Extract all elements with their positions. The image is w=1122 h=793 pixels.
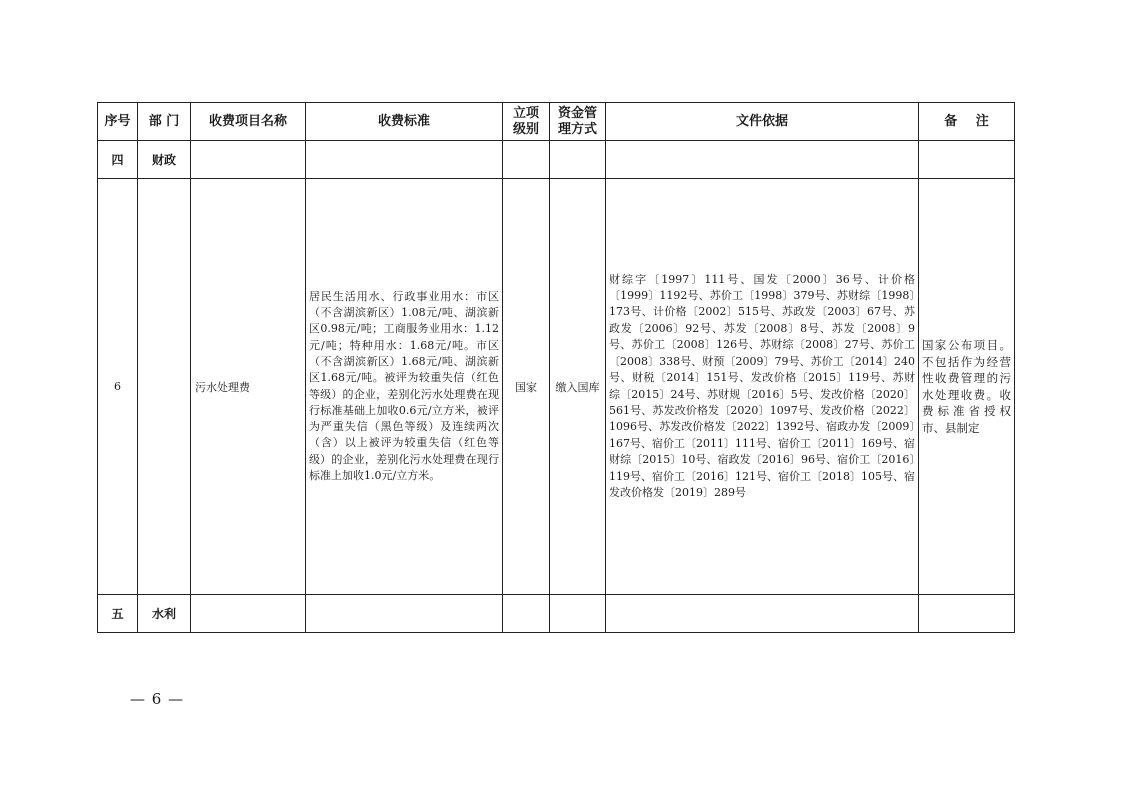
row-level: 国家 (503, 179, 550, 595)
category-seq: 四 (98, 141, 138, 179)
category-row-water (98, 595, 1015, 633)
header-level: 立项级别 (503, 103, 550, 141)
row-document-basis: 财综字〔1997〕111号、国发〔2000〕36号、计价格〔1999〕1192号、苏价工〔1998〕379号、苏财综〔1998〕173号、计价格〔2002〕515号、苏政发〔2003〕67号、苏政发〔2006〕92号、苏发〔2008〕8号、苏发〔2008〕9号、苏价工〔2008〕126号、苏财综〔2008〕27号、苏价工〔2008〕338号、财预〔2009〕79号、苏价工〔2014〕240号、财税〔2014〕151号、发改价格〔2015〕119号、苏财综〔2015〕24号、苏财规〔2016〕5号、发改价格〔2020〕561号、苏发改价格发〔2020〕1097号、发改价格〔2022〕1096号、苏发改价格发〔2022〕1392号、宿政办发〔2009〕167号、宿价工〔2011〕111号、宿价工〔2011〕169号、宿财综〔2015〕10号、宿政发〔2016〕96号、宿价工〔2016〕119号、宿价工〔2016〕121号、宿价工〔2018〕105号、宿发改价格发〔2019〕289号 (606, 179, 919, 595)
row-item-name: 污水处理费 (191, 179, 306, 595)
row-fee-standard: 居民生活用水、行政事业用水：市区（不含湖滨新区）1.08元/吨、湖滨新区0.98元/吨；工商服务业用水：1.12元/吨；特种用水：1.68元/吨。市区（不含湖滨新区）1.68元/吨、湖滨新区1.68元/吨。被评为较重失信（红色等级）的企业，差别化污水处理费在现行标准基础上加收0.6元/立方米，被评为严重失信（黑色等级）及连续两次（含）以上被评为较重失信（红色等级）的企业，差别化污水处理费在现行标准上加收1.0元/立方米。 (306, 179, 503, 595)
fee-table (97, 102, 1015, 633)
header-standard: 收费标准 (306, 103, 503, 141)
row-fund-management: 缴入国库 (550, 179, 606, 595)
header-fund: 资金管理方式 (550, 103, 606, 141)
header-seq: 序号 (98, 103, 138, 141)
header-note: 备 注 (919, 103, 1015, 141)
table-header-row (98, 103, 1015, 141)
header-item: 收费项目名称 (191, 103, 306, 141)
category-seq: 五 (98, 595, 138, 633)
page-number: — 6 — (130, 690, 185, 708)
header-dept: 部 门 (138, 103, 191, 141)
category-dept: 水利 (138, 595, 191, 633)
category-dept: 财政 (138, 141, 191, 179)
table-row (98, 179, 1015, 595)
row-note: 国家公布项目。不包括作为经营性收费管理的污水处理收费。收费标准省授权市、县制定 (919, 179, 1015, 595)
header-basis: 文件依据 (606, 103, 919, 141)
row-seq: 6 (98, 179, 138, 595)
category-row-finance (98, 141, 1015, 179)
